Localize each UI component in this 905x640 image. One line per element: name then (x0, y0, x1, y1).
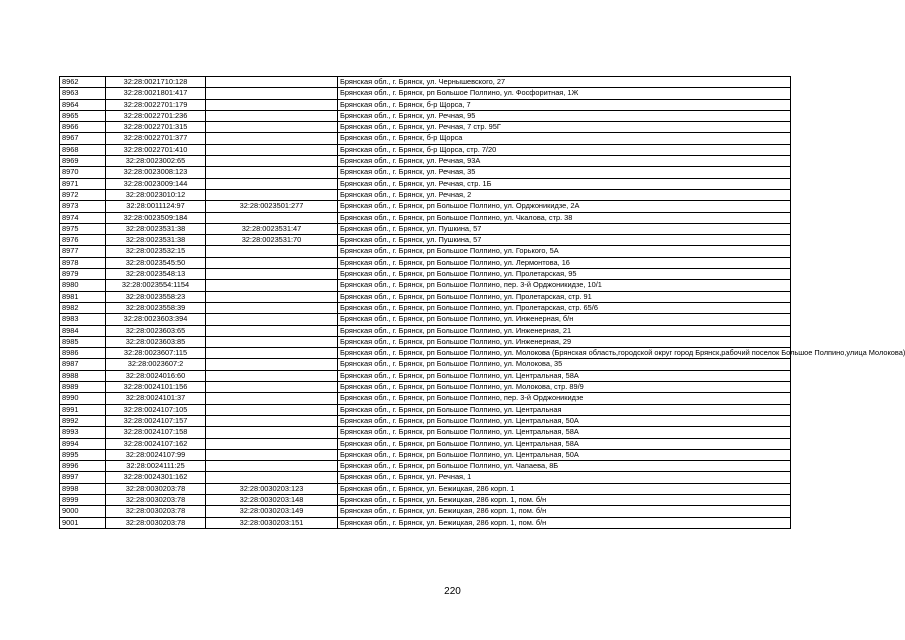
cadastral-number-cell: 32:28:0023558:39 (106, 302, 206, 313)
table-row (60, 235, 791, 246)
cadastral-number-cell: 32:28:0022701:236 (106, 110, 206, 121)
related-cadastral-number-cell (206, 370, 338, 381)
table-row (60, 144, 791, 155)
related-cadastral-number-cell (206, 415, 338, 426)
row-number-cell: 8999 (60, 494, 106, 505)
related-cadastral-number-cell (206, 404, 338, 415)
table-row (60, 517, 791, 528)
related-cadastral-number-cell: 32:28:0023531:47 (206, 223, 338, 234)
related-cadastral-number-cell (206, 156, 338, 167)
row-number-cell: 8965 (60, 110, 106, 121)
table-body (60, 77, 905, 529)
table-row (60, 122, 791, 133)
row-number-cell: 8990 (60, 393, 106, 404)
address-cell: Брянская обл., г. Брянск, рп Большое Полпино, ул. Инженерная, 29 (338, 336, 791, 347)
related-cadastral-number-cell (206, 246, 338, 257)
row-number-cell: 8969 (60, 156, 106, 167)
table-row (60, 404, 791, 415)
cadastral-number-cell: 32:28:0030203:78 (106, 517, 206, 528)
related-cadastral-number-cell (206, 461, 338, 472)
cadastral-number-cell: 32:28:0022701:410 (106, 144, 206, 155)
cadastral-number-cell: 32:28:0023545:50 (106, 257, 206, 268)
table-row (60, 189, 791, 200)
related-cadastral-number-cell (206, 438, 338, 449)
table-row (60, 223, 791, 234)
address-cell: Брянская обл., г. Брянск, ул. Пушкина, 57 (338, 235, 791, 246)
table-row (60, 506, 791, 517)
table-row (60, 77, 791, 88)
row-number-cell: 8993 (60, 427, 106, 438)
related-cadastral-number-cell (206, 449, 338, 460)
address-cell: Брянская обл., г. Брянск, рп Большое Полпино, ул. Лермонтова, 16 (338, 257, 791, 268)
related-cadastral-number-cell (206, 382, 338, 393)
cadastral-number-cell: 32:28:0024107:162 (106, 438, 206, 449)
row-number-cell: 8997 (60, 472, 106, 483)
row-number-cell: 8994 (60, 438, 106, 449)
related-cadastral-number-cell: 32:28:0030203:151 (206, 517, 338, 528)
cadastral-number-cell: 32:28:0023603:85 (106, 336, 206, 347)
row-number-cell: 8984 (60, 325, 106, 336)
related-cadastral-number-cell (206, 99, 338, 110)
cadastral-number-cell: 32:28:0023607:2 (106, 359, 206, 370)
table-row (60, 110, 791, 121)
address-cell: Брянская обл., г. Брянск, рп Большое Полпино, пер. 3-й Орджоникидзе, 10/1 (338, 280, 791, 291)
row-number-cell: 8979 (60, 269, 106, 280)
address-cell: Брянская обл., г. Брянск, рп Большое Полпино, ул. Инженерная, 21 (338, 325, 791, 336)
row-number-cell: 8972 (60, 189, 106, 200)
address-cell: Брянская обл., г. Брянск, ул. Бежицкая, 286 корп. 1, пом. б/н (338, 506, 791, 517)
cadastral-number-cell: 32:28:0023603:65 (106, 325, 206, 336)
cadastral-number-cell: 32:28:0011124:97 (106, 201, 206, 212)
table-row (60, 280, 791, 291)
cadastral-number-cell: 32:28:0023531:38 (106, 223, 206, 234)
address-cell: Брянская обл., г. Брянск, рп Большое Полпино, ул. Молокова (Брянская область,городской округ город Брянск,рабочий поселок Большое Полпино,улица Молокова) (338, 348, 791, 359)
row-number-cell: 8985 (60, 336, 106, 347)
related-cadastral-number-cell (206, 178, 338, 189)
cadastral-number-cell: 32:28:0024107:157 (106, 415, 206, 426)
row-number-cell: 8996 (60, 461, 106, 472)
table-row (60, 156, 791, 167)
cadastral-number-cell: 32:28:0023554:1154 (106, 280, 206, 291)
related-cadastral-number-cell (206, 359, 338, 370)
cadastral-number-cell: 32:28:0024107:99 (106, 449, 206, 460)
related-cadastral-number-cell (206, 122, 338, 133)
table-row (60, 88, 791, 99)
table-row (60, 201, 791, 212)
related-cadastral-number-cell: 32:28:0030203:148 (206, 494, 338, 505)
address-cell: Брянская обл., г. Брянск, рп Большое Полпино, ул. Пролетарская, 95 (338, 269, 791, 280)
address-cell: Брянская обл., г. Брянск, рп Большое Полпино, ул. Чкалова, стр. 38 (338, 212, 791, 223)
address-cell: Брянская обл., г. Брянск, ул. Чернышевского, 27 (338, 77, 791, 88)
related-cadastral-number-cell: 32:28:0030203:123 (206, 483, 338, 494)
row-number-cell: 8987 (60, 359, 106, 370)
row-number-cell: 9000 (60, 506, 106, 517)
row-number-cell: 8992 (60, 415, 106, 426)
table-row (60, 382, 791, 393)
row-number-cell: 8973 (60, 201, 106, 212)
table-row (60, 167, 791, 178)
row-number-cell: 8974 (60, 212, 106, 223)
cadastral-number-cell: 32:28:0024301:162 (106, 472, 206, 483)
address-cell: Брянская обл., г. Брянск, ул. Речная, 2 (338, 189, 791, 200)
related-cadastral-number-cell (206, 291, 338, 302)
table-row (60, 427, 791, 438)
related-cadastral-number-cell (206, 77, 338, 88)
row-number-cell: 8964 (60, 99, 106, 110)
address-cell: Брянская обл., г. Брянск, ул. Речная, 35 (338, 167, 791, 178)
cadastral-number-cell: 32:28:0024107:158 (106, 427, 206, 438)
page-number: 220 (444, 586, 461, 597)
row-number-cell: 8978 (60, 257, 106, 268)
table-row (60, 212, 791, 223)
cadastral-number-cell: 32:28:0022701:315 (106, 122, 206, 133)
address-cell: Брянская обл., г. Брянск, б-р Щорса, 7 (338, 99, 791, 110)
cadastral-number-cell: 32:28:0024101:37 (106, 393, 206, 404)
row-number-cell: 8982 (60, 302, 106, 313)
related-cadastral-number-cell (206, 280, 338, 291)
cadastral-number-cell: 32:28:0022701:377 (106, 133, 206, 144)
related-cadastral-number-cell (206, 167, 338, 178)
table-row (60, 302, 791, 313)
related-cadastral-number-cell (206, 189, 338, 200)
row-number-cell: 8980 (60, 280, 106, 291)
table-row (60, 269, 791, 280)
address-cell: Брянская обл., г. Брянск, рп Большое Полпино, ул. Чапаева, 8Б (338, 461, 791, 472)
address-cell: Брянская обл., г. Брянск, рп Большое Полпино, ул. Центральная, 58А (338, 370, 791, 381)
table-row (60, 99, 791, 110)
row-number-cell: 8962 (60, 77, 106, 88)
address-cell: Брянская обл., г. Брянск, рп Большое Полпино, ул. Центральная, 50А (338, 449, 791, 460)
cadastral-number-cell: 32:28:0023531:38 (106, 235, 206, 246)
table-row (60, 178, 791, 189)
address-cell: Брянская обл., г. Брянск, ул. Бежицкая, 286 корп. 1 (338, 483, 791, 494)
related-cadastral-number-cell (206, 336, 338, 347)
cadastral-number-cell: 32:28:0022701:179 (106, 99, 206, 110)
address-cell: Брянская обл., г. Брянск, рп Большое Полпино, ул. Инженерная, б/н (338, 314, 791, 325)
table-row (60, 325, 791, 336)
address-cell: Брянская обл., г. Брянск, рп Большое Полпино, ул. Центральная (338, 404, 791, 415)
table-row (60, 348, 791, 359)
cadastral-number-cell: 32:28:0030203:78 (106, 494, 206, 505)
cadastral-number-cell: 32:28:0030203:78 (106, 483, 206, 494)
related-cadastral-number-cell (206, 144, 338, 155)
cadastral-number-cell: 32:28:0023548:13 (106, 269, 206, 280)
row-number-cell: 8989 (60, 382, 106, 393)
table-row (60, 336, 791, 347)
row-number-cell: 8971 (60, 178, 106, 189)
cadastral-number-cell: 32:28:0023603:394 (106, 314, 206, 325)
cadastral-number-cell: 32:28:0024107:105 (106, 404, 206, 415)
table-row (60, 415, 791, 426)
address-cell: Брянская обл., г. Брянск, рп Большое Полпино, ул. Центральная, 58А (338, 438, 791, 449)
cadastral-number-cell: 32:28:0023607:115 (106, 348, 206, 359)
address-cell: Брянская обл., г. Брянск, рп Большое Полпино, ул. Молокова, 35 (338, 359, 791, 370)
related-cadastral-number-cell (206, 88, 338, 99)
related-cadastral-number-cell (206, 427, 338, 438)
table-row (60, 393, 791, 404)
table-row (60, 494, 791, 505)
related-cadastral-number-cell (206, 314, 338, 325)
row-number-cell: 8975 (60, 223, 106, 234)
address-cell: Брянская обл., г. Брянск, ул. Пушкина, 57 (338, 223, 791, 234)
address-cell: Брянская обл., г. Брянск, ул. Бежицкая, 286 корп. 1, пом. б/н (338, 494, 791, 505)
row-number-cell: 8986 (60, 348, 106, 359)
cadastral-number-cell: 32:28:0021710:128 (106, 77, 206, 88)
address-cell: Брянская обл., г. Брянск, рп Большое Полпино, ул. Центральная, 58А (338, 427, 791, 438)
table-row (60, 483, 791, 494)
cadastral-number-cell: 32:28:0023002:65 (106, 156, 206, 167)
table-row (60, 291, 791, 302)
related-cadastral-number-cell (206, 393, 338, 404)
table-row (60, 449, 791, 460)
row-number-cell: 8977 (60, 246, 106, 257)
address-cell: Брянская обл., г. Брянск, ул. Речная, 1 (338, 472, 791, 483)
table-row (60, 314, 791, 325)
cadastral-number-cell: 32:28:0023010:12 (106, 189, 206, 200)
cadastral-number-cell: 32:28:0023008:123 (106, 167, 206, 178)
related-cadastral-number-cell (206, 302, 338, 313)
row-number-cell: 8981 (60, 291, 106, 302)
cadastral-number-cell: 32:28:0023009:144 (106, 178, 206, 189)
cadastral-number-cell: 32:28:0023509:184 (106, 212, 206, 223)
related-cadastral-number-cell (206, 133, 338, 144)
row-number-cell: 8995 (60, 449, 106, 460)
related-cadastral-number-cell (206, 212, 338, 223)
cadastral-number-cell: 32:28:0024101:156 (106, 382, 206, 393)
address-cell: Брянская обл., г. Брянск, рп Большое Полпино, ул. Пролетарская, стр. 91 (338, 291, 791, 302)
table-row (60, 370, 791, 381)
related-cadastral-number-cell (206, 257, 338, 268)
address-cell: Брянская обл., г. Брянск, рп Большое Полпино, ул. Молокова, стр. 89/9 (338, 382, 791, 393)
row-number-cell: 8998 (60, 483, 106, 494)
row-number-cell: 9001 (60, 517, 106, 528)
table-row (60, 359, 791, 370)
table-row (60, 472, 791, 483)
property-register-table (59, 76, 905, 529)
address-cell: Брянская обл., г. Брянск, б-р Щорса (338, 133, 791, 144)
related-cadastral-number-cell (206, 348, 338, 359)
address-cell: Брянская обл., г. Брянск, ул. Речная, 95 (338, 110, 791, 121)
cadastral-number-cell: 32:28:0021801:417 (106, 88, 206, 99)
address-cell: Брянская обл., г. Брянск, рп Большое Полпино, ул. Пролетарская, стр. 65/6 (338, 302, 791, 313)
cadastral-number-cell: 32:28:0023532:15 (106, 246, 206, 257)
row-number-cell: 8970 (60, 167, 106, 178)
address-cell: Брянская обл., г. Брянск, ул. Речная, 93А (338, 156, 791, 167)
address-cell: Брянская обл., г. Брянск, рп Большое Полпино, пер. 3-й Орджоникидзе (338, 393, 791, 404)
related-cadastral-number-cell (206, 269, 338, 280)
row-number-cell: 8968 (60, 144, 106, 155)
related-cadastral-number-cell (206, 472, 338, 483)
table-row (60, 246, 791, 257)
row-number-cell: 8966 (60, 122, 106, 133)
address-cell: Брянская обл., г. Брянск, рп Большое Полпино, ул. Горького, 5А (338, 246, 791, 257)
table-row (60, 257, 791, 268)
row-number-cell: 8967 (60, 133, 106, 144)
table-row (60, 133, 791, 144)
cadastral-number-cell: 32:28:0024111:25 (106, 461, 206, 472)
related-cadastral-number-cell: 32:28:0030203:149 (206, 506, 338, 517)
address-cell: Брянская обл., г. Брянск, ул. Речная, 7 стр. 95Г (338, 122, 791, 133)
cadastral-number-cell: 32:28:0023558:23 (106, 291, 206, 302)
row-number-cell: 8976 (60, 235, 106, 246)
address-cell: Брянская обл., г. Брянск, ул. Бежицкая, 286 корп. 1, пом. б/н (338, 517, 791, 528)
row-number-cell: 8991 (60, 404, 106, 415)
table-row (60, 461, 791, 472)
row-number-cell: 8988 (60, 370, 106, 381)
address-cell: Брянская обл., г. Брянск, рп Большое Полпино, ул. Фосфоритная, 1Ж (338, 88, 791, 99)
row-number-cell: 8983 (60, 314, 106, 325)
row-number-cell: 8963 (60, 88, 106, 99)
related-cadastral-number-cell (206, 325, 338, 336)
related-cadastral-number-cell (206, 110, 338, 121)
cadastral-number-cell: 32:28:0024016:60 (106, 370, 206, 381)
address-cell: Брянская обл., г. Брянск, ул. Речная, стр. 1Б (338, 178, 791, 189)
related-cadastral-number-cell: 32:28:0023531:70 (206, 235, 338, 246)
related-cadastral-number-cell: 32:28:0023501:277 (206, 201, 338, 212)
address-cell: Брянская обл., г. Брянск, рп Большое Полпино, ул. Центральная, 50А (338, 415, 791, 426)
table-row (60, 438, 791, 449)
cadastral-number-cell: 32:28:0030203:78 (106, 506, 206, 517)
address-cell: Брянская обл., г. Брянск, рп Большое Полпино, ул. Орджоникидзе, 2А (338, 201, 791, 212)
address-cell: Брянская обл., г. Брянск, б-р Щорса, стр. 7/20 (338, 144, 791, 155)
